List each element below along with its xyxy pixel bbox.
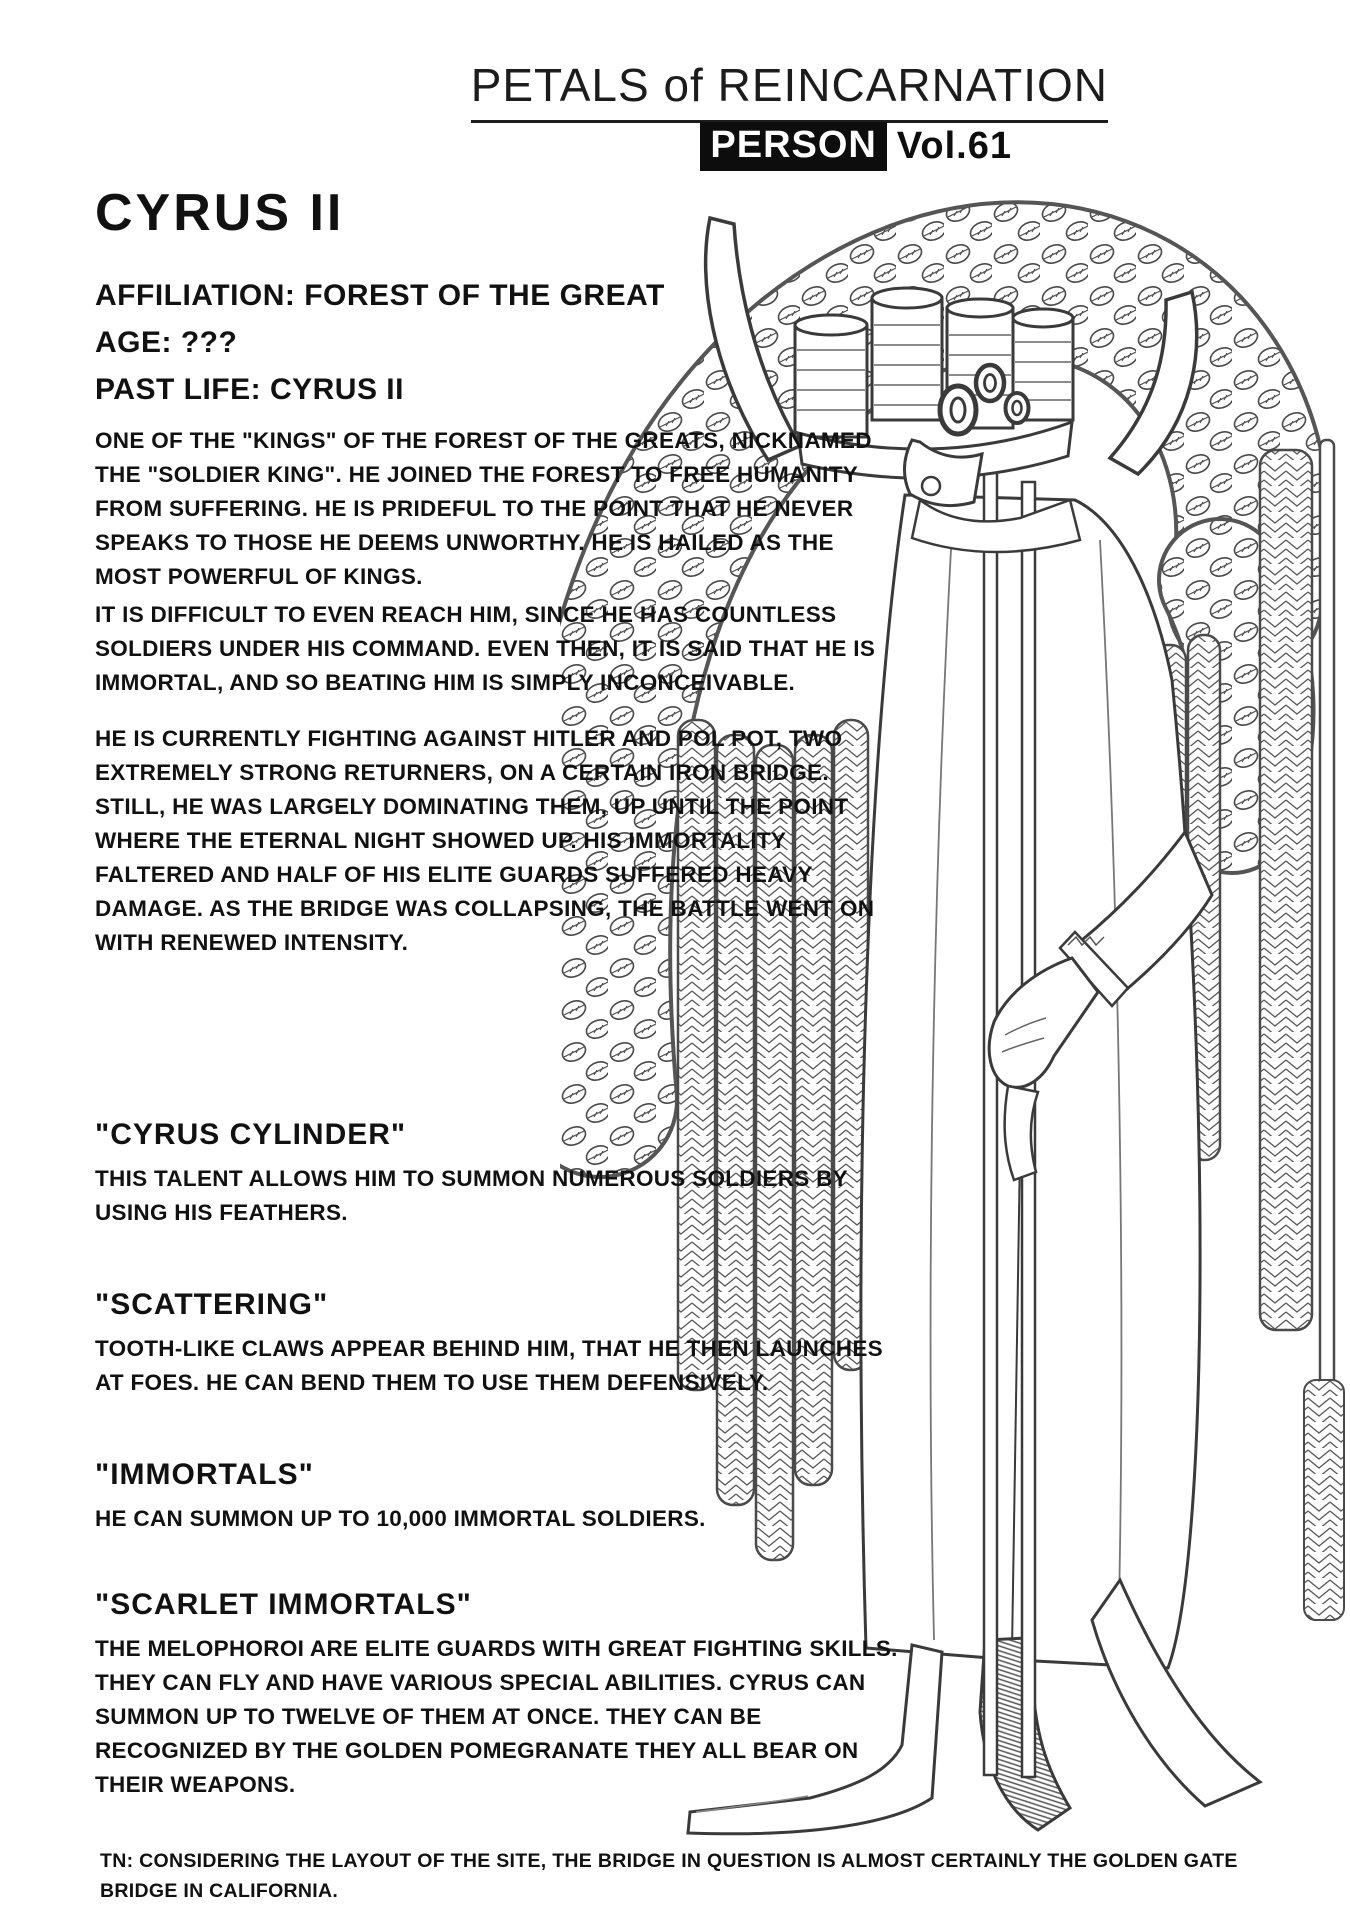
ability-section [95, 1458, 917, 1536]
ability-description: HE CAN SUMMON UP TO 10,000 IMMORTAL SOLDIERS. [95, 1506, 706, 1531]
affiliation-line: AFFILIATION: FOREST OF THE GREAT [95, 279, 665, 312]
translator-note: TN: CONSIDERING THE LAYOUT OF THE SITE, THE BRIDGE IN QUESTION IS ALMOST CERTAINLY THE GOLDEN GATE BRIDGE IN CALIFORNIA. [100, 1850, 1238, 1902]
ability-name: "SCARLET IMMORTALS" [95, 1588, 472, 1621]
character-name: CYRUS II [95, 184, 345, 242]
ability-name: "CYRUS CYLINDER" [95, 1118, 407, 1151]
issue-badge-row [700, 122, 1012, 171]
ability-description: THIS TALENT ALLOWS HIM TO SUMMON NUMEROUS SOLDIERS BY USING HIS FEATHERS. [95, 1166, 848, 1225]
ability-description: THE MELOPHOROI ARE ELITE GUARDS WITH GREAT FIGHTING SKILLS. THEY CAN FLY AND HAVE VARIOUS SPECIAL ABILITIES. CYRUS CAN SUMMON UP TO TWELVE OF THEM AT ONCE. THEY CAN BE RECOGNIZED BY THE GOLDEN POMEGRANATE THEY ALL BEAR ON THEIR WEAPONS. [95, 1636, 898, 1797]
volume-label: Vol.61 [896, 125, 1012, 167]
age-line: AGE: ??? [95, 326, 238, 359]
character-stats [95, 272, 665, 413]
person-badge: PERSON [700, 122, 886, 171]
bio-paragraph: ONE OF THE "KINGS" OF THE FOREST OF THE GREATS, NICKNAMED THE "SOLDIER KING". HE JOINED THE FOREST TO FREE HUMANITY FROM SUFFERING. HE IS PRIDEFUL TO THE POINT THAT HE NEVER SPEAKS TO THOSE HE DEEMS UNWORTHY. HE IS HAILED AS THE MOST POWERFUL OF KINGS. [95, 428, 872, 589]
ability-section [95, 1118, 917, 1230]
ability-section [95, 1588, 917, 1802]
series-title: PETALS of REINCARNATION [471, 58, 1108, 123]
past-life-line: PAST LIFE: CYRUS II [95, 373, 404, 406]
ability-section [95, 1288, 917, 1400]
ability-name: "SCATTERING" [95, 1288, 329, 1321]
bio-paragraph: IT IS DIFFICULT TO EVEN REACH HIM, SINCE HE HAS COUNTLESS SOLDIERS UNDER HIS COMMAND. EVEN THEN, IT IS SAID THAT HE IS IMMORTAL, AND SO BEATING HIM IS SIMPLY INCONCEIVABLE. [95, 602, 876, 695]
bio-paragraph: HE IS CURRENTLY FIGHTING AGAINST HITLER AND POL POT, TWO EXTREMELY STRONG RETURNERS, ON A CERTAIN IRON BRIDGE. STILL, HE WAS LARGELY DOMINATING THEM, UP UNTIL THE POINT WHERE THE ETERNAL NIGHT SHOWED UP. HIS IMMORTALITY FALTERED AND HALF OF HIS ELITE GUARDS SUFFERED HEAVY DAMAGE. AS THE BRIDGE WAS COLLAPSING, THE BATTLE WENT ON WITH RENEWED INTENSITY. [95, 726, 875, 955]
ability-name: "IMMORTALS" [95, 1458, 314, 1491]
ability-description: TOOTH-LIKE CLAWS APPEAR BEHIND HIM, THAT HE THEN LAUNCHES AT FOES. HE CAN BEND THEM TO USE THEM DEFENSIVELY. [95, 1336, 883, 1395]
header [471, 58, 1108, 123]
right-feather-column [1260, 440, 1344, 1620]
